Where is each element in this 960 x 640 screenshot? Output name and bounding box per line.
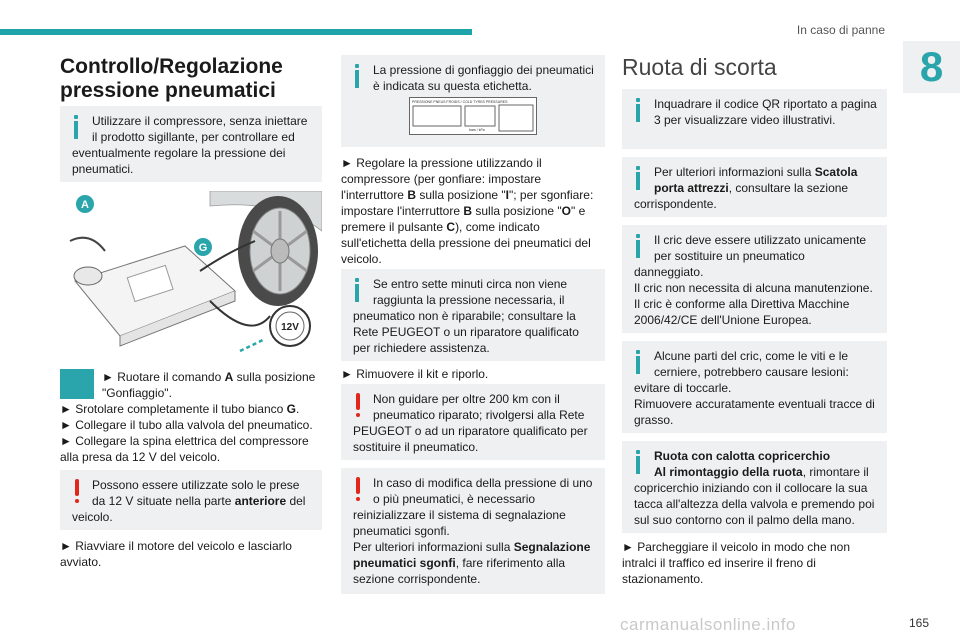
section-title-tyre-pressure: Controllo/Regolazione pressione pneumatici — [60, 55, 283, 102]
header-accent-bar — [0, 29, 472, 35]
info-box-jack: Il cric deve essere utilizzato unicamente per sostituire un pneumatico danneggiato. Il cric non necessita di alcuna manutenzione. Il cric è conforme alla Direttiva Macchine 2006/42/CE dell'Unione Europea. — [622, 225, 887, 333]
info-icon — [353, 62, 373, 92]
step-park-vehicle: ► Parcheggiare il veicolo in modo che non intralci il traffico ed inserire il freno di stazionamento. — [622, 540, 851, 586]
info-icon — [72, 113, 92, 143]
page-number: 165 — [908, 616, 929, 630]
steps-connect: ► Ruotare il comando A sulla posizione "Gonfiaggio". ► Srotolare completamente il tubo bianco G. ► Collegare il tubo alla valvola del pneumatico. ► Collegare la spina elettrica del compressore alla presa da 12 V del veicolo. — [60, 370, 316, 464]
info-box-tool-box: Per ulteriori informazioni sulla Scatola porta attrezzi, consultare la sezione corrispondente. — [622, 157, 887, 217]
watermark: carmanualsonline.info — [620, 615, 796, 634]
info-box-qr-code: Inquadrare il codice QR riportato a pagina 3 per visualizzare video illustrativi. — [622, 89, 887, 149]
info-icon — [634, 164, 654, 194]
compressor-kit-illustration — [60, 191, 322, 359]
info-icon — [634, 96, 654, 126]
svg-text:PRESSIONE PNEUS FROIDS / COLD: PRESSIONE PNEUS FROIDS / COLD TYRES PRESSURES — [412, 100, 508, 104]
step-remove-kit: ► Rimuovere il kit e riporlo. — [341, 367, 489, 381]
warning-icon — [72, 477, 92, 507]
label-a: A — [81, 199, 89, 211]
section-title-spare-wheel: Ruota di scorta — [622, 54, 777, 80]
warning-icon — [353, 391, 373, 421]
socket-12v-label: 12V — [281, 322, 299, 333]
info-icon — [634, 448, 654, 478]
procedure-step-icon — [60, 369, 94, 399]
pressure-label-illustration — [409, 97, 537, 135]
warning-box-12v: Possono essere utilizzate solo le prese da 12 V situate nella parte anteriore del veicolo. — [60, 470, 322, 530]
info-box-wheel-trim: Ruota con calotta copricerchio Al rimontaggio della ruota, rimontare il copricerchio iniziando con il collocare la sua tacca all'altezza della valvola e premendo poi sul suo contorno con il palmo della mano. — [622, 441, 887, 533]
info-box-jack-safety: Alcune parti del cric, come le viti e le cerniere, potrebbero causare lesioni: evitare di toccarle. Rimuovere accuratamente eventuali tracce di grasso. — [622, 341, 887, 433]
section-name: In caso di panne — [796, 23, 885, 37]
step-adjust-pressure: ► Regolare la pressione utilizzando il compressore (per gonfiare: impostare l'interruttore B sulla posizione "I"; per sgonfiare: impostare l'interruttore B sulla posizione "O" e premere il pulsante C), come indicato sull'etichetta della pressione dei pneumatici del veicolo. — [341, 156, 594, 266]
info-box-pressure-label: La pressione di gonfiaggio dei pneumatici è indicata su questa etichetta. — [341, 55, 605, 147]
info-icon — [634, 232, 654, 262]
warning-box-reinitialize: In caso di modifica della pressione di uno o più pneumatici, è necessario reinizializzare il sistema di segnalazione pneumatici sgonfi. Per ulteriori informazioni sulla Segnalazione pneumatici sgonfi, fare riferimento alla sezione corrispondente. — [341, 468, 605, 594]
warning-icon — [353, 475, 373, 505]
svg-text:bars / kPa: bars / kPa — [469, 128, 485, 132]
chapter-number: 8 — [903, 41, 960, 93]
info-text: Utilizzare il compressore, senza iniettare il prodotto sigillante, per controllare ed eventualmente regolare la pressione dei pneumatici. — [72, 114, 308, 176]
info-icon — [353, 276, 373, 306]
label-g: G — [198, 242, 208, 254]
info-box-compressor — [60, 106, 322, 182]
step-restart-engine: ► Riavviare il motore del veicolo e lasciarlo avviato. — [60, 539, 292, 569]
info-icon — [634, 348, 654, 378]
warning-box-200km: Non guidare per oltre 200 km con il pneumatico riparato; rivolgersi alla Rete PEUGEOT o ad un riparatore qualificato per sostituire il pneumatico. — [341, 384, 605, 460]
info-box-seven-minutes: Se entro sette minuti circa non viene raggiunta la pressione necessaria, il pneumatico non è riparabile; consultare la Rete PEUGEOT o un riparatore qualificato per richiedere assistenza. — [341, 269, 605, 361]
